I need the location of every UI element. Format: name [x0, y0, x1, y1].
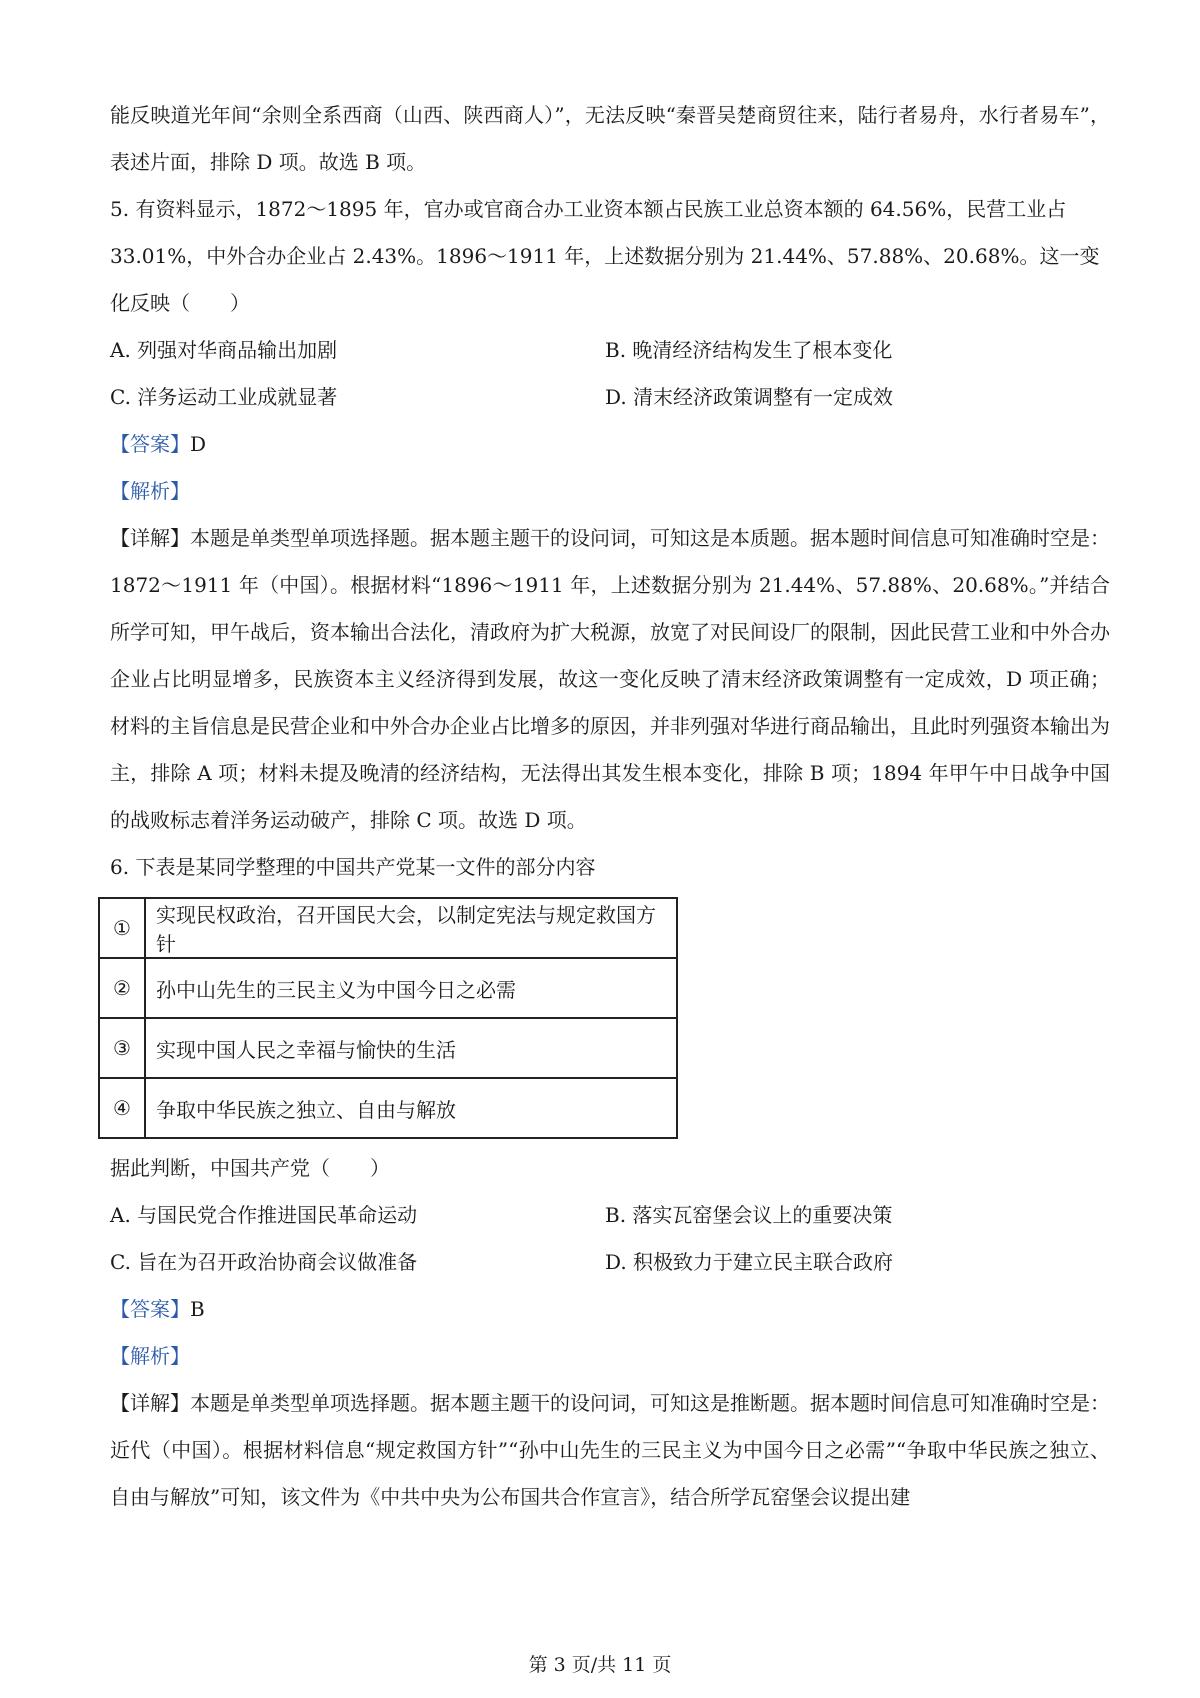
q5-detail [110, 515, 1110, 844]
q6-option-a: A. 与国民党合作推进国民革命运动 [110, 1203, 418, 1227]
table-row-text: 孙中山先生的三民主义为中国今日之必需 [145, 958, 677, 1018]
question-6-stem: 6. 下表是某同学整理的中国共产党某一文件的部分内容 [110, 855, 596, 879]
q6-answer [110, 1286, 1110, 1333]
q6-analysis-label: 【解析】 [110, 1344, 190, 1368]
q5-option-c: C. 洋务运动工业成就显著 [110, 385, 338, 409]
q6-answer-label: 【答案】 [110, 1297, 190, 1321]
q5-detail-label: 【详解】 [110, 526, 190, 550]
table-row-number: ④ [99, 1078, 145, 1138]
q5-analysis-label: 【解析】 [110, 479, 190, 503]
table-row-text: 争取中华民族之独立、自由与解放 [145, 1078, 677, 1138]
q6-question: 据此判断，中国共产党（ ） [110, 1156, 390, 1180]
q6-option-d: D. 积极致力于建立民主联合政府 [605, 1250, 894, 1274]
q6-detail-text: 本题是单类型单项选择题。据本题主题干的设问词，可知这是推断题。据本题时间信息可知准确时空是：近代（中国）。根据材料信息“规定救国方针”“孙中山先生的三民主义为中国今日之必需”“争取中华民族之独立、自由与解放”可知，该文件为《中共中央为公布国共合作宣言》，结合所学瓦窑堡会议提出建 [110, 1391, 1110, 1509]
table-row [99, 1018, 677, 1078]
table-row-number: ③ [99, 1018, 145, 1078]
question-5-options [110, 327, 1110, 421]
q5-answer-value: D [190, 432, 207, 456]
q6-document-table [98, 897, 678, 1139]
table-row [99, 898, 677, 958]
table-row [99, 958, 677, 1018]
q5-option-b: B. 晚清经济结构发生了根本变化 [605, 338, 893, 362]
question-5-stem: 5. 有资料显示，1872～1895 年，官办或官商合办工业资本额占民族工业总资本额的 64.56%，民营工业占 33.01%，中外合办企业占 2.43%。1896～1911 年，上述数据分别为 21.44%、57.88%、20.68%。这一变化反映（ ） [110, 197, 1100, 315]
q5-answer [110, 421, 1110, 468]
question-6-options [110, 1192, 1110, 1286]
table-row-number: ① [99, 898, 145, 958]
continued-paragraph: 能反映道光年间“余则全系西商（山西、陕西商人）”，无法反映“秦晋吴楚商贸往来，陆行者易舟，水行者易车”，表述片面，排除 D 项。故选 B 项。 [110, 103, 1110, 174]
q6-detail-label: 【详解】 [110, 1391, 190, 1415]
q6-option-b: B. 落实瓦窑堡会议上的重要决策 [605, 1203, 893, 1227]
table-row-number: ② [99, 958, 145, 1018]
q5-detail-text: 本题是单类型单项选择题。据本题主题干的设问词，可知这是本质题。据本题时间信息可知准确时空是：1872～1911 年（中国）。根据材料“1896～1911 年，上述数据分别为 21.44%、57.88%、20.68%。”并结合所学可知，甲午战后，资本输出合法化，清政府为扩大税源，放宽了对民间设厂的限制，因此民营工业和中外合办企业占比明显增多，民族资本主义经济得到发展，故这一变化反映了清末经济政策调整有一定成效，D 项正确；材料的主旨信息是民营企业和中外合办企业占比增多的原因，并非列强对华进行商品输出，且此时列强资本输出为主，排除 A 项；材料未提及晚清的经济结构，无法得出其发生根本变化，排除 B 项；1894 年甲午中日战争中国的战败标志着洋务运动破产，排除 C 项。故选 D 项。 [110, 526, 1110, 832]
q6-answer-value: B [190, 1297, 205, 1321]
q5-answer-label: 【答案】 [110, 432, 190, 456]
document-page [110, 92, 1110, 1521]
q6-detail [110, 1380, 1110, 1521]
q6-analysis [110, 1333, 1110, 1380]
table-row-text: 实现民权政治，召开国民大会，以制定宪法与规定救国方针 [145, 898, 677, 958]
q5-option-d: D. 清末经济政策调整有一定成效 [605, 385, 894, 409]
table-row-text: 实现中国人民之幸福与愉快的生活 [145, 1018, 677, 1078]
q6-option-c: C. 旨在为召开政治协商会议做准备 [110, 1250, 418, 1274]
table-row [99, 1078, 677, 1138]
q5-analysis [110, 468, 1110, 515]
page-footer: 第 3 页/共 11 页 [528, 1654, 672, 1676]
q5-option-a: A. 列强对华商品输出加剧 [110, 338, 338, 362]
